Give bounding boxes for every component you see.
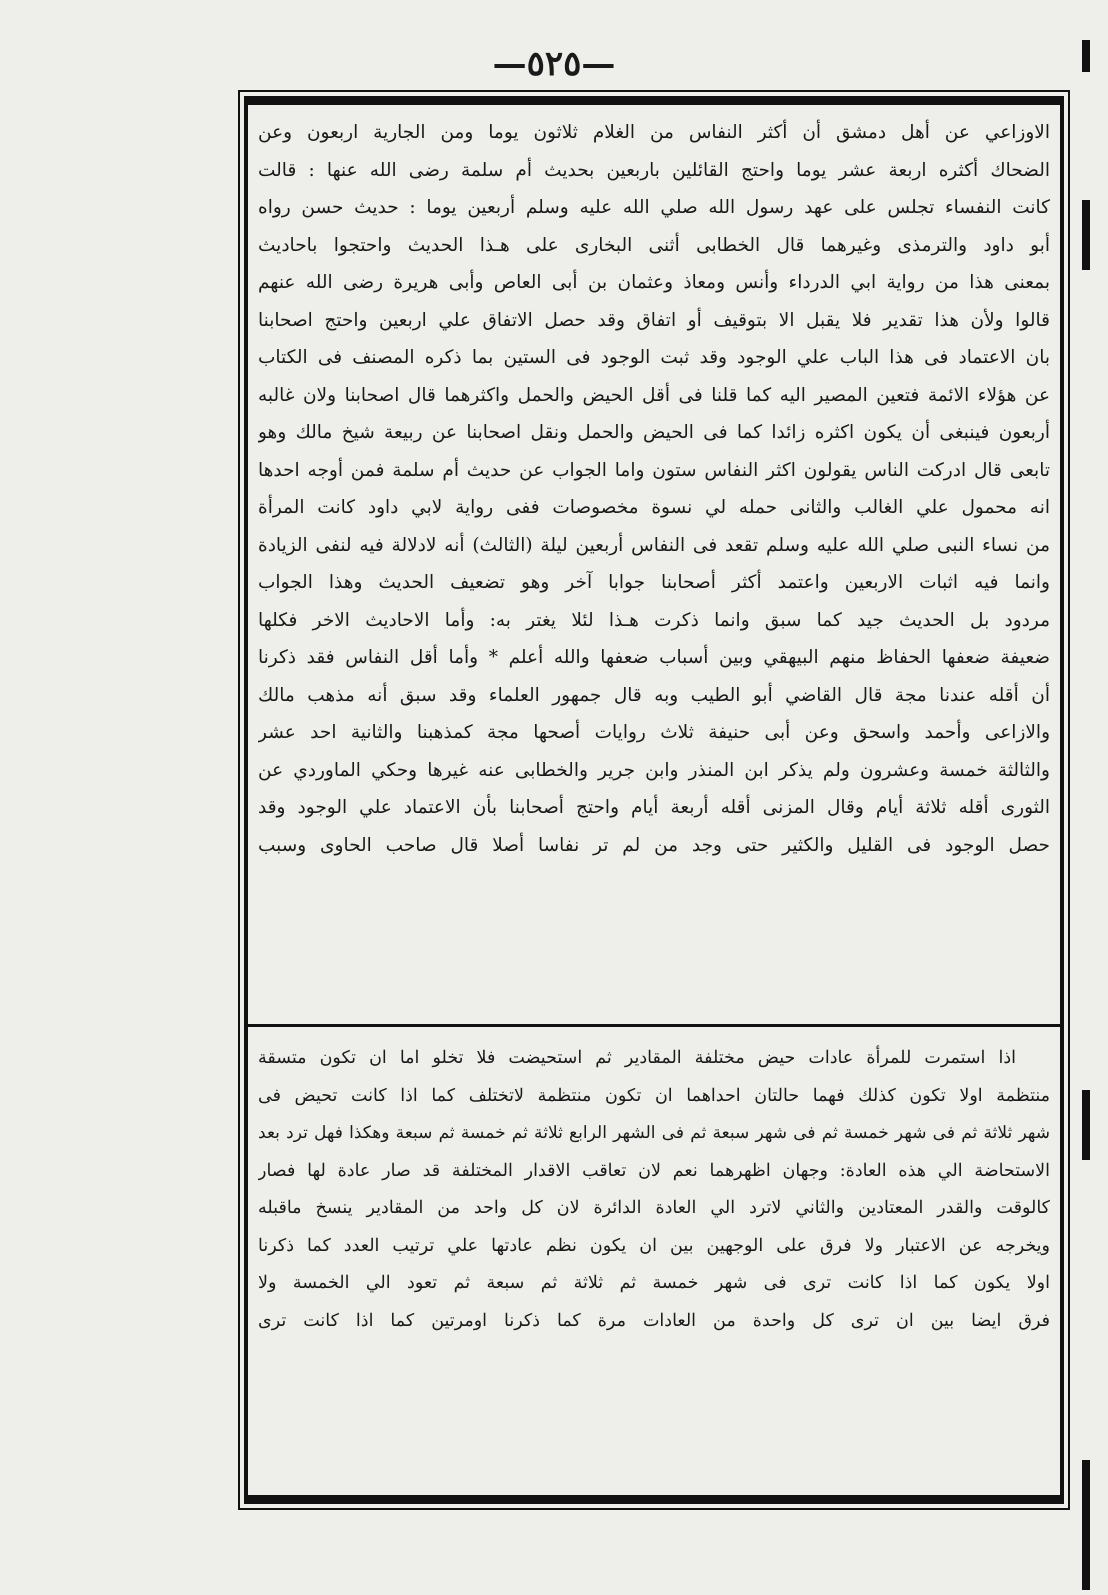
footnote-text-line: الاستحاضة الي هذه العادة: وجهان اظهرهما نعم لان تعاقب الاقدار المختلفة قد صار عادة لها فصار <box>258 1160 1050 1181</box>
main-text-line: قالوا ولأن هذا تقدير فلا يقبل الا بتوقيف أو اتفاق وقد حصل الاتفاق علي اربعين واحتج اصحابنا <box>258 309 1050 331</box>
main-text-line: كانت النفساء تجلس على عهد رسول الله صلي الله عليه وسلم أربعين يوما : حديث حسن رواه <box>258 197 1050 218</box>
main-text-line: مردود بل الحديث جيد كما سبق وانما ذكرت هـذا لئلا يغتر به: وأما الاحاديث الاخر فكلها <box>258 609 1050 631</box>
scan-edge-mark <box>1082 1460 1090 1590</box>
main-text-line: من نساء النبى صلي الله عليه وسلم تقعد فى النفاس أربعين ليلة (الثالث) أنه لادلالة فيه لنفى الزيادة <box>258 534 1050 556</box>
main-text-line: أبو داود والترمذى وغيرهما قال الخطابى أثنى البخارى على هـذا الحديث واحتجوا باحاديث <box>258 234 1050 256</box>
main-text-line: الاوزاعي عن أهل دمشق أن أكثر النفاس من الغلام ثلاثون يوما ومن الجارية اربعون وعن <box>258 122 1050 143</box>
scan-edge-mark <box>1082 200 1090 270</box>
main-text-line: انه محمول علي الغالب والثانى حمله لي نسوة مخصوصات ففى رواية لابي داود كانت المرأة <box>258 497 1050 518</box>
main-text-line: بان الاعتماد فى هذا الباب علي الوجود وقد ثبت الوجود فى الستين بما ذكره المصنف فى الكتاب <box>258 347 1050 368</box>
page-number: —٥٢٥— <box>492 44 616 84</box>
main-text-line: وانما فيه اثبات الاربعين واعتمد أكثر أصحابنا جوابا آخر وهو تضعيف الحديث وهذا الجواب <box>258 572 1050 593</box>
main-text-line: الثورى أقله ثلاثة أيام وقال المزنى أقله أربعة أيام واحتج أصحابنا بأن الاعتماد علي الوجود وقد <box>258 797 1050 818</box>
main-text-line: والثالثة خمسة وعشرون ولم يذكر ابن المنذر وابن جرير والخطابى عنه غيرها وحكي الماوردي عن <box>258 759 1050 781</box>
main-text-block <box>252 114 1056 1020</box>
main-text-line: الضحاك أكثره اربعة عشر يوما واحتج القائلين باربعين بحديث أم سلمة رضى الله عنها : قالت <box>258 159 1050 181</box>
main-text-line: حصل الوجود فى القليل والكثير حتى وجد من لم تر نفاسا أصلا قال صاحب الحاوى وسبب <box>258 834 1050 856</box>
footnote-text-line: شهر ثلاثة ثم فى شهر خمسة ثم فى شهر سبعة ثم فى الشهر الرابع ثلاثة ثم خمسة ثم سبعة وهكذا فهل ترد بعد <box>258 1123 1050 1143</box>
main-text-line: بمعنى هذا من رواية ابي الدرداء وأنس ومعاذ وعثمان بن أبى العاص وأبى هريرة رضى الله عنهم <box>258 272 1050 293</box>
footnote-text-block <box>252 1040 1056 1492</box>
section-divider <box>248 1024 1060 1027</box>
footnote-text-line: ويخرجه عن الاعتبار ولا فرق على الوجهين بين ان يكون نظم عادتها علي ترتيب العدد كما ذكرنا <box>258 1235 1050 1256</box>
main-text-line: تابعى قال ادركت الناس يقولون اكثر النفاس ستون واما الجواب عن حديث أم سلمة فمن أوجه احدها <box>258 459 1050 481</box>
main-text-line: أربعون فينبغى أن يكون اكثره زائدا كما فى الحيض والحمل ونقل اصحابنا عن ربيعة شيخ مالك وهو <box>258 422 1050 443</box>
main-text-line: ضعيفة ضعفها الحفاظ منهم البيهقي وبين أسباب ضعفها والله أعلم * وأما أقل النفاس فقد ذكرنا <box>258 647 1050 668</box>
footnote-text-line: كالوقت والقدر المعتادين والثاني لاترد الي العادة الدائرة لان كل واحد من المقادير ينسخ ماقبله <box>258 1198 1050 1218</box>
footnote-text-line: اذا استمرت للمرأة عادات حيض مختلفة المقادير ثم استحيضت فلا تخلو اما ان تكون متسقة <box>258 1048 1016 1068</box>
main-text-line: عن هؤلاء الائمة فتعين المصير اليه كما قلنا فى أقل الحيض والحمل واكثرهما قال اصحابنا ولان غالبه <box>258 384 1050 406</box>
footnote-text-line: منتظمة اولا تكون كذلك فهما حالتان احداهما ان تكون منتظمة لاتختلف كما اذا كانت تحيض فى <box>258 1085 1050 1106</box>
footnote-text-line: فرق ايضا بين ان ترى كل واحدة من العادات مرة كما ذكرنا اومرتين كما اذا كانت ترى <box>258 1310 1050 1331</box>
scan-edge-mark <box>1082 1090 1090 1160</box>
scan-edge-mark <box>1082 40 1090 72</box>
footnote-text-line: اولا يكون كما اذا كانت ترى فى شهر خمسة ثم ثلاثة ثم سبعة ثم تعود الي الخمسة ولا <box>258 1273 1050 1293</box>
main-text-line: أن أقله عندنا مجة قال القاضي أبو الطيب وبه قال جمهور العلماء وقد سبق أنه مذهب مالك <box>258 684 1050 706</box>
main-text-line: والازاعى وأحمد واسحق وعن أبى حنيفة ثلاث روايات أصحها مجة كمذهبنا والثانية احد عشر <box>258 722 1050 743</box>
